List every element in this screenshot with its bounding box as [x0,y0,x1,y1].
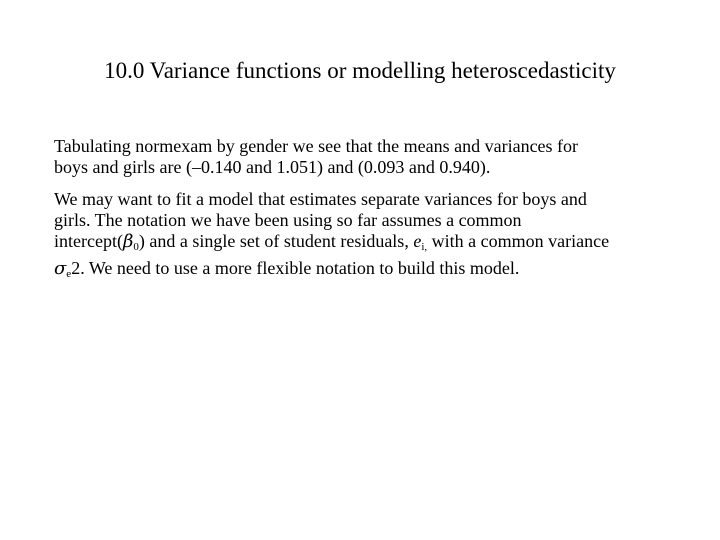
text-line: boys and girls are (–0.140 and 1.051) and (0.093 and 0.940). [54,157,491,177]
paragraph-separate-variances [54,189,684,285]
text-line: We may want to fit a model that estimates separate variances for boys and [54,189,587,209]
paragraph-means-variances [54,136,684,178]
beta-symbol: β [122,231,134,252]
sigma-subscript: e [66,268,72,280]
text-fragment: with a common variance [427,231,610,251]
text-line: Tabulating normexam by gender we see that the means and variances for [54,136,579,156]
residual-subscript: i, [421,241,428,253]
slide-body [54,136,684,296]
sigma-symbol: σ [54,258,67,279]
slide-title: 10.0 Variance functions or modelling heteroscedasticity [104,58,616,83]
text-fragment: . We need to use a more flexible notation to build this model. [80,258,520,278]
text-fragment: ) and a single set of student residuals, [138,231,414,251]
beta-subscript: 0 [133,241,139,253]
text-fragment: intercept( [54,231,123,251]
text-line-variance [54,258,684,285]
sigma-power: 2 [71,258,81,278]
residual-symbol: e [413,231,422,251]
text-line: girls. The notation we have been using so far assumes a common [54,210,522,230]
text-line-intercept [54,231,684,258]
